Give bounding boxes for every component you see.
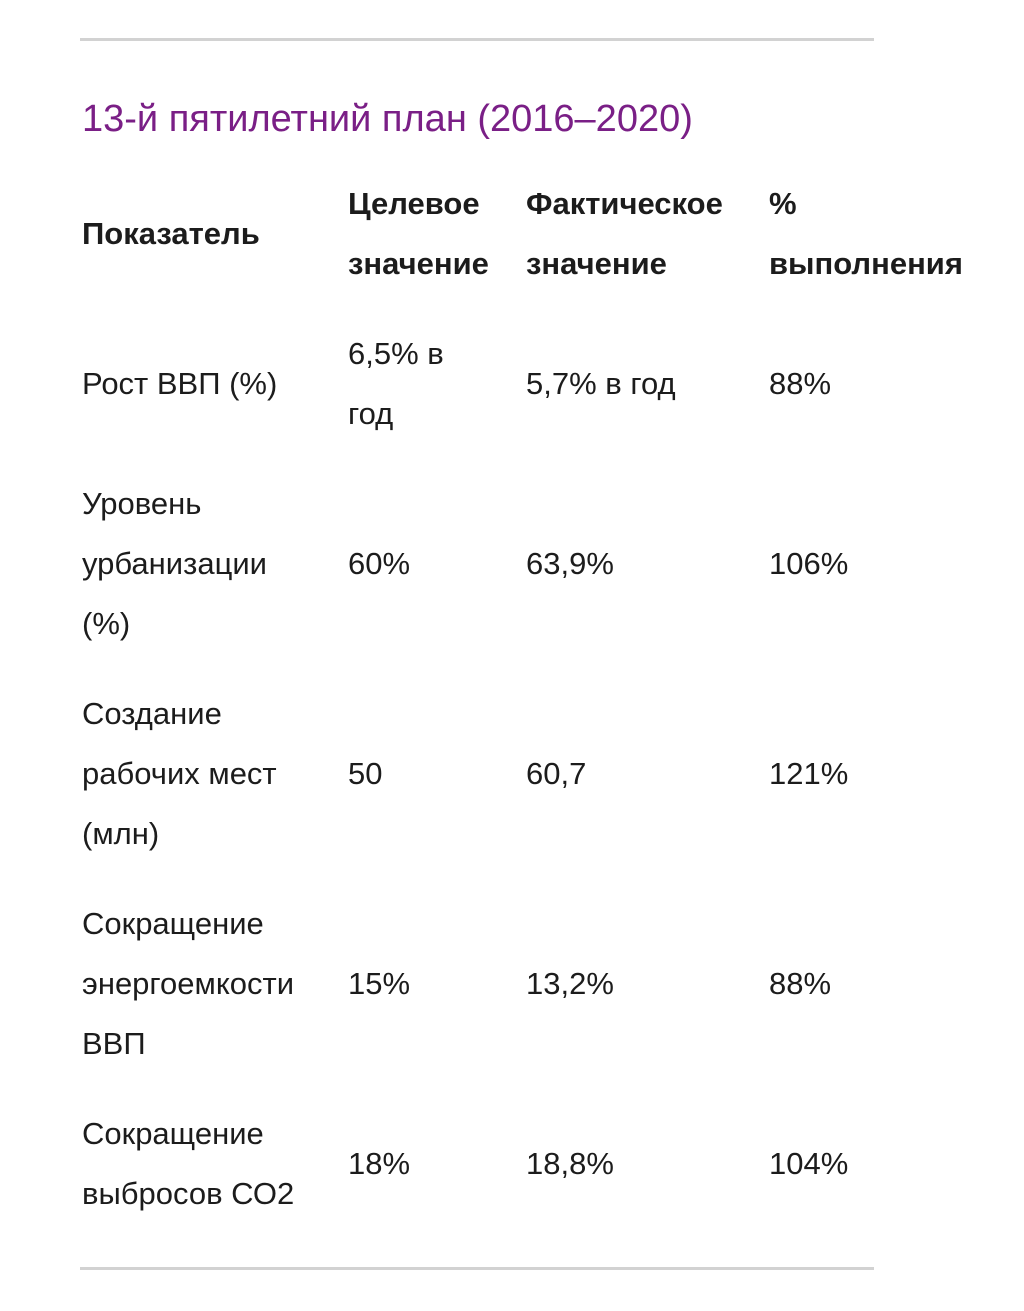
cell-target bbox=[348, 864, 526, 1074]
cell-actual-line: 60,7 bbox=[526, 756, 587, 791]
cell-indicator bbox=[82, 294, 348, 444]
bottom-divider bbox=[80, 1267, 874, 1270]
cell-completion: 104% bbox=[769, 1146, 849, 1181]
cell-indicator bbox=[82, 654, 348, 864]
cell-target bbox=[348, 654, 526, 864]
cell-target-line: 6,5% в bbox=[348, 336, 444, 371]
header-actual bbox=[526, 174, 769, 294]
cell-indicator-line: энергоемкости bbox=[82, 966, 295, 1001]
cell-indicator-line: Рост ВВП (%) bbox=[82, 366, 278, 401]
page-title: 13-й пятилетний план (2016–2020) bbox=[82, 98, 693, 140]
cell-completion: 88% bbox=[769, 966, 832, 1001]
cell-completion: 121% bbox=[769, 756, 849, 791]
cell-actual-line: 5,7% в год bbox=[526, 366, 676, 401]
header-actual-line-2: значение bbox=[526, 246, 667, 281]
cell-target-line: год bbox=[348, 396, 394, 431]
cell-actual-line: 18,8% bbox=[526, 1146, 614, 1181]
header-indicator bbox=[82, 174, 348, 294]
cell-indicator bbox=[82, 864, 348, 1074]
cell-target bbox=[348, 444, 526, 654]
top-divider bbox=[80, 38, 874, 41]
cell-indicator-line: Уровень bbox=[82, 486, 202, 521]
table-row bbox=[82, 654, 1002, 864]
cell-actual-line: 63,9% bbox=[526, 546, 614, 581]
cell-target bbox=[348, 1074, 526, 1224]
cell-target-line: 18% bbox=[348, 1146, 411, 1181]
header-indicator-label: Показатель bbox=[82, 216, 260, 251]
header-target-line-1: Целевое bbox=[348, 186, 480, 221]
cell-indicator bbox=[82, 1074, 348, 1224]
cell-completion: 88% bbox=[769, 366, 832, 401]
cell-indicator-line: Сокращение bbox=[82, 906, 264, 941]
cell-indicator-line: выбросов СО2 bbox=[82, 1176, 295, 1211]
table-row bbox=[82, 864, 1002, 1074]
header-target-line-2: значение bbox=[348, 246, 489, 281]
cell-actual bbox=[526, 444, 769, 654]
header-completion bbox=[769, 174, 1002, 294]
cell-indicator-line: Сокращение bbox=[82, 1116, 264, 1151]
cell-actual-line: 13,2% bbox=[526, 966, 614, 1001]
cell-actual bbox=[526, 294, 769, 444]
table-row bbox=[82, 294, 1002, 444]
cell-indicator-line: урбанизации bbox=[82, 546, 267, 581]
cell-target-line: 15% bbox=[348, 966, 411, 1001]
header-actual-line-1: Фактическое bbox=[526, 186, 723, 221]
table-row bbox=[82, 1074, 1002, 1224]
cell-indicator-line: (млн) bbox=[82, 816, 160, 851]
header-completion-line-2: выполнения bbox=[769, 246, 963, 281]
plan-table bbox=[82, 174, 1002, 1224]
cell-target-line: 60% bbox=[348, 546, 411, 581]
cell-indicator-line: (%) bbox=[82, 606, 131, 641]
cell-completion: 106% bbox=[769, 546, 849, 581]
cell-actual bbox=[526, 864, 769, 1074]
cell-indicator-line: ВВП bbox=[82, 1026, 146, 1061]
cell-indicator-line: рабочих мест bbox=[82, 756, 277, 791]
table-header-row bbox=[82, 174, 1002, 294]
header-target bbox=[348, 174, 526, 294]
cell-target-line: 50 bbox=[348, 756, 383, 791]
table-row bbox=[82, 444, 1002, 654]
cell-actual bbox=[526, 1074, 769, 1224]
header-completion-line-1: % bbox=[769, 186, 797, 221]
cell-indicator bbox=[82, 444, 348, 654]
cell-actual bbox=[526, 654, 769, 864]
cell-target bbox=[348, 294, 526, 444]
cell-indicator-line: Создание bbox=[82, 696, 222, 731]
